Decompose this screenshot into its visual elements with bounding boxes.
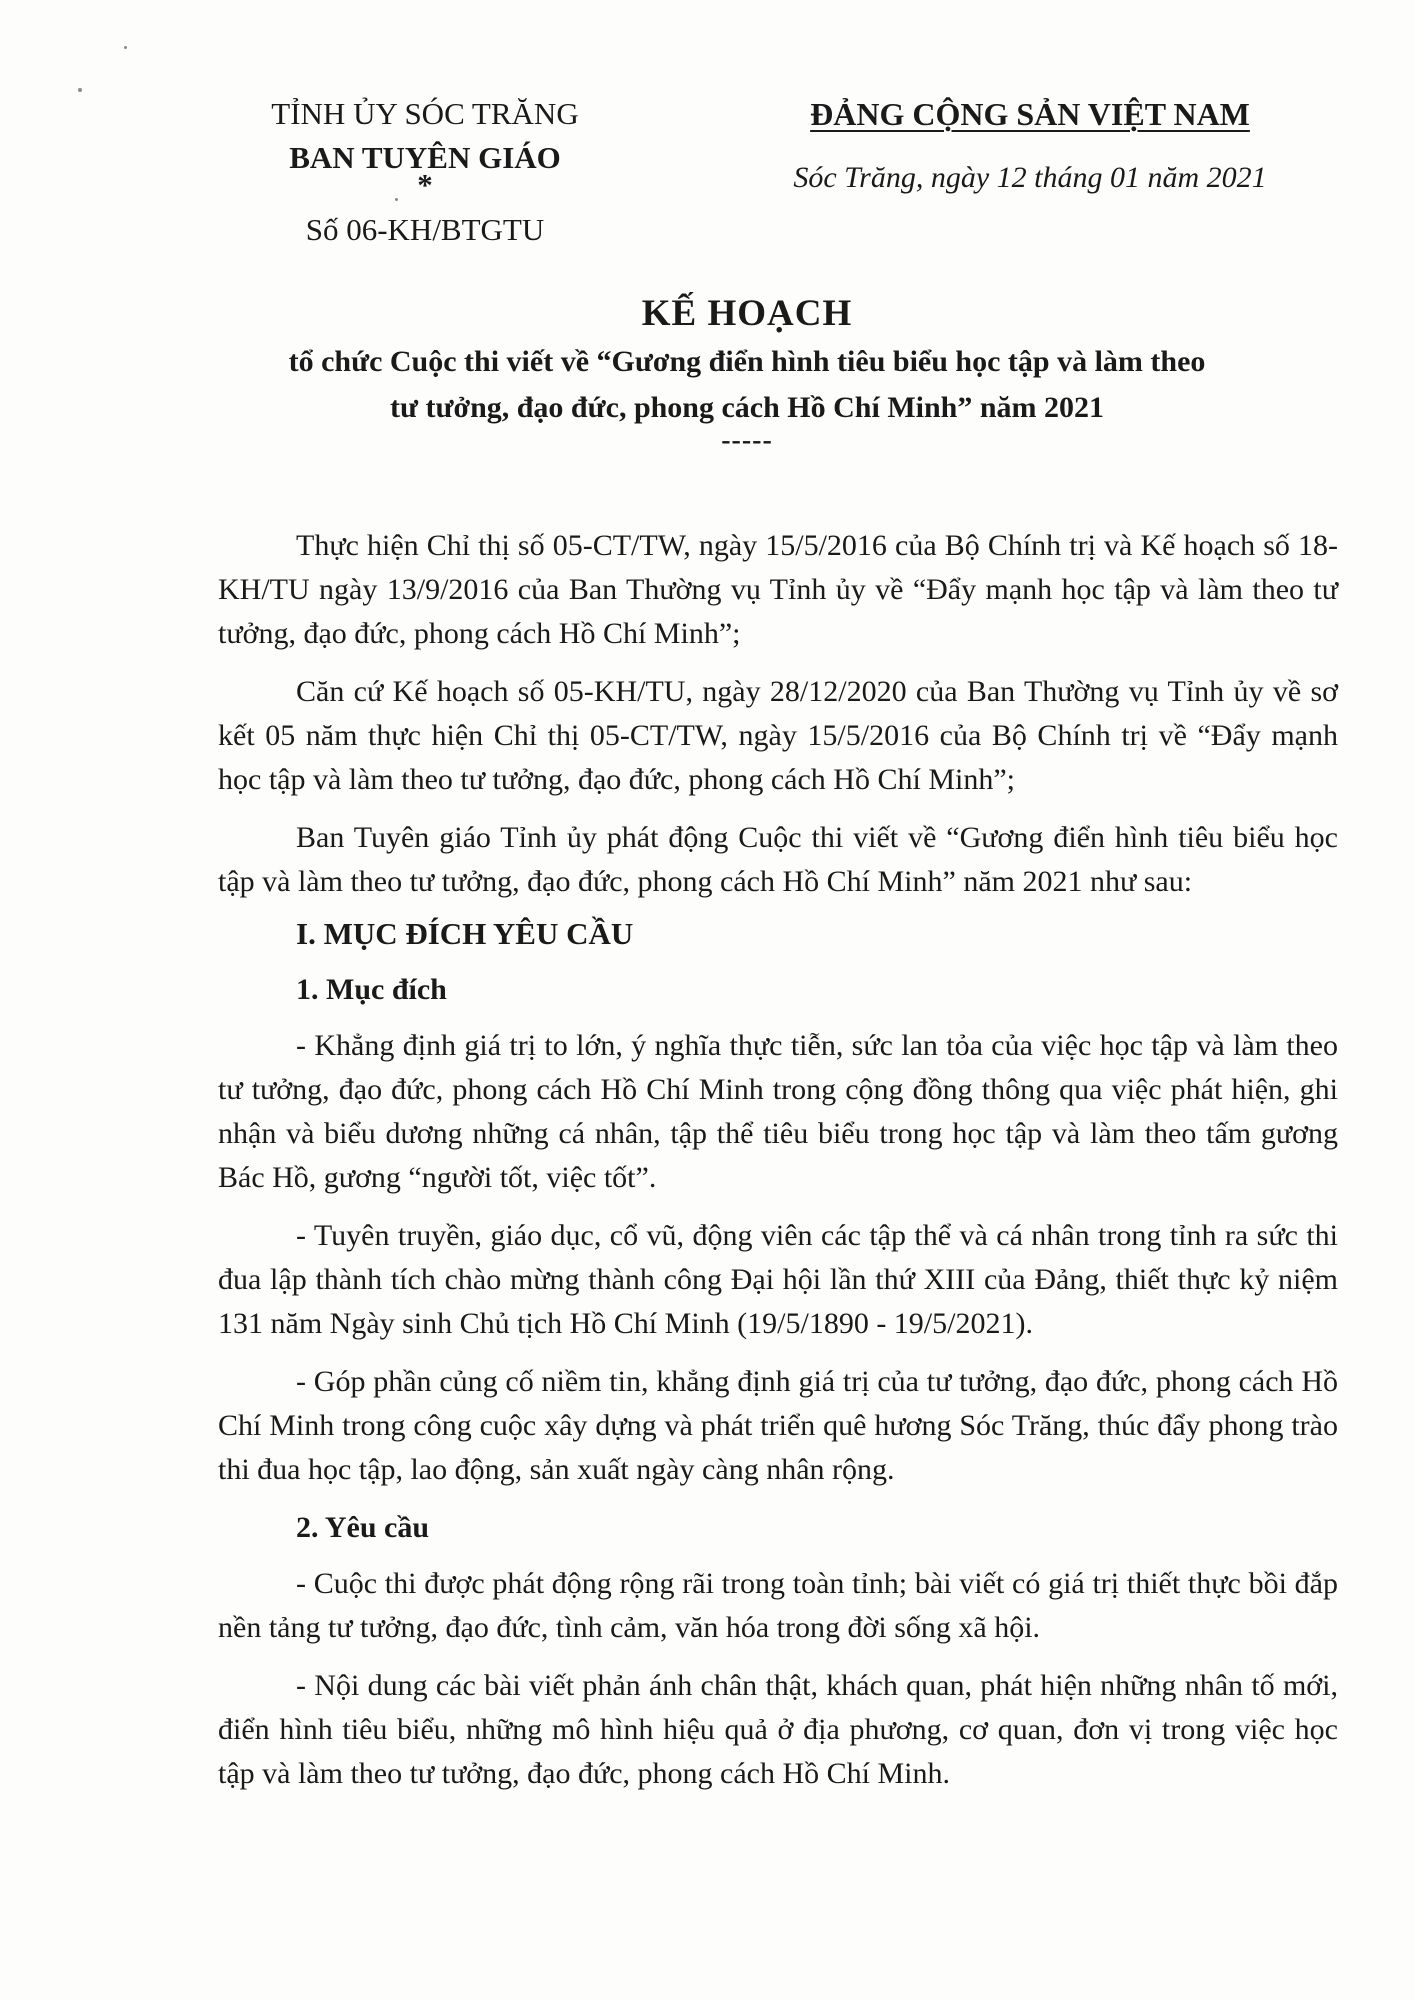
issuing-agency-block — [240, 92, 610, 252]
document-number: Số 06-KH/BTGTU — [305, 212, 545, 247]
document-subtitle-line-1: tổ chức Cuộc thi viết về “Gương điển hình tiêu biểu học tập và làm theo — [288, 345, 1206, 378]
scan-speck — [78, 88, 82, 92]
star-mark: * — [417, 167, 433, 202]
section-heading: I. MỤC ĐÍCH YÊU CẦU — [296, 916, 634, 951]
document-body — [218, 524, 1338, 1810]
intro-paragraph: Căn cứ Kế hoạch số 05-KH/TU, ngày 28/12/2020 của Ban Thường vụ Tỉnh ủy về sơ kết 05 năm thực hiện Chỉ thị 05-CT/TW, ngày 15/5/2016 của Bộ Chính trị về “Đẩy mạnh học tập và làm theo tư tưởng, đạo đức, phong cách Hồ Chí Minh”; — [218, 675, 1338, 796]
requirement-item: - Cuộc thi được phát động rộng rãi trong toàn tỉnh; bài viết có giá trị thiết thực bồi đắp nền tảng tư tưởng, đạo đức, tình cảm, văn hóa trong đời sống xã hội. — [218, 1567, 1338, 1644]
purpose-item: - Khẳng định giá trị to lớn, ý nghĩa thực tiễn, sức lan tỏa của việc học tập và làm theo tư tưởng, đạo đức, phong cách Hồ Chí Minh trong cộng đồng thông qua việc phát hiện, ghi nhận và biểu dương những cá nhân, tập thể tiêu biểu trong học tập và làm theo tấm gương Bác Hồ, gương “người tốt, việc tốt”. — [218, 1029, 1338, 1194]
document-subtitle-line-2: tư tưởng, đạo đức, phong cách Hồ Chí Minh” năm 2021 — [389, 391, 1105, 424]
subsection-heading: 1. Mục đích — [296, 973, 447, 1006]
subsection-heading: 2. Yêu cầu — [296, 1511, 430, 1544]
party-name: ĐẢNG CỘNG SẢN VIỆT NAM — [810, 96, 1250, 132]
requirement-item: - Nội dung các bài viết phản ánh chân thật, khách quan, phát hiện những nhân tố mới, điển hình tiêu biểu, những mô hình hiệu quả ở địa phương, cơ quan, đơn vị trong việc học tập và làm theo tư tưởng, đạo đức, phong cách Hồ Chí Minh. — [218, 1669, 1338, 1790]
scan-speck — [124, 46, 127, 49]
parent-organization: TỈNH ỦY SÓC TRĂNG — [271, 96, 579, 131]
purpose-item: - Góp phần củng cố niềm tin, khẳng định giá trị của tư tưởng, đạo đức, phong cách Hồ Chí Minh trong công cuộc xây dựng và phát triển quê hương Sóc Trăng, thúc đẩy phong trào thi đua học tập, lao động, sản xuất ngày càng nhân rộng. — [218, 1365, 1338, 1486]
issuing-organization: BAN TUYÊN GIÁO — [289, 140, 561, 175]
intro-paragraph: Ban Tuyên giáo Tỉnh ủy phát động Cuộc thi viết về “Gương điển hình tiêu biểu học tập và làm theo tư tưởng, đạo đức, phong cách Hồ Chí Minh” năm 2021 như sau: — [218, 821, 1338, 898]
title-separator: ----- — [721, 425, 773, 456]
place-date: Sóc Trăng, ngày 12 tháng 01 năm 2021 — [793, 161, 1267, 194]
intro-paragraph: Thực hiện Chỉ thị số 05-CT/TW, ngày 15/5/2016 của Bộ Chính trị và Kế hoạch số 18-KH/TU ngày 13/9/2016 của Ban Thường vụ Tỉnh ủy về “Đẩy mạnh học tập và làm theo tư tưởng, đạo đức, phong cách Hồ Chí Minh”; — [218, 529, 1338, 650]
national-header-block — [760, 92, 1300, 200]
title-block — [200, 290, 1294, 456]
document-title: KẾ HOẠCH — [641, 293, 853, 334]
purpose-item: - Tuyên truyền, giáo dục, cổ vũ, động viên các tập thể và cá nhân trong tỉnh ra sức thi đua lập thành tích chào mừng thành công Đại hội lần thứ XIII của Đảng, thiết thực kỷ niệm 131 năm Ngày sinh Chủ tịch Hồ Chí Minh (19/5/1890 - 19/5/2021). — [218, 1219, 1338, 1340]
